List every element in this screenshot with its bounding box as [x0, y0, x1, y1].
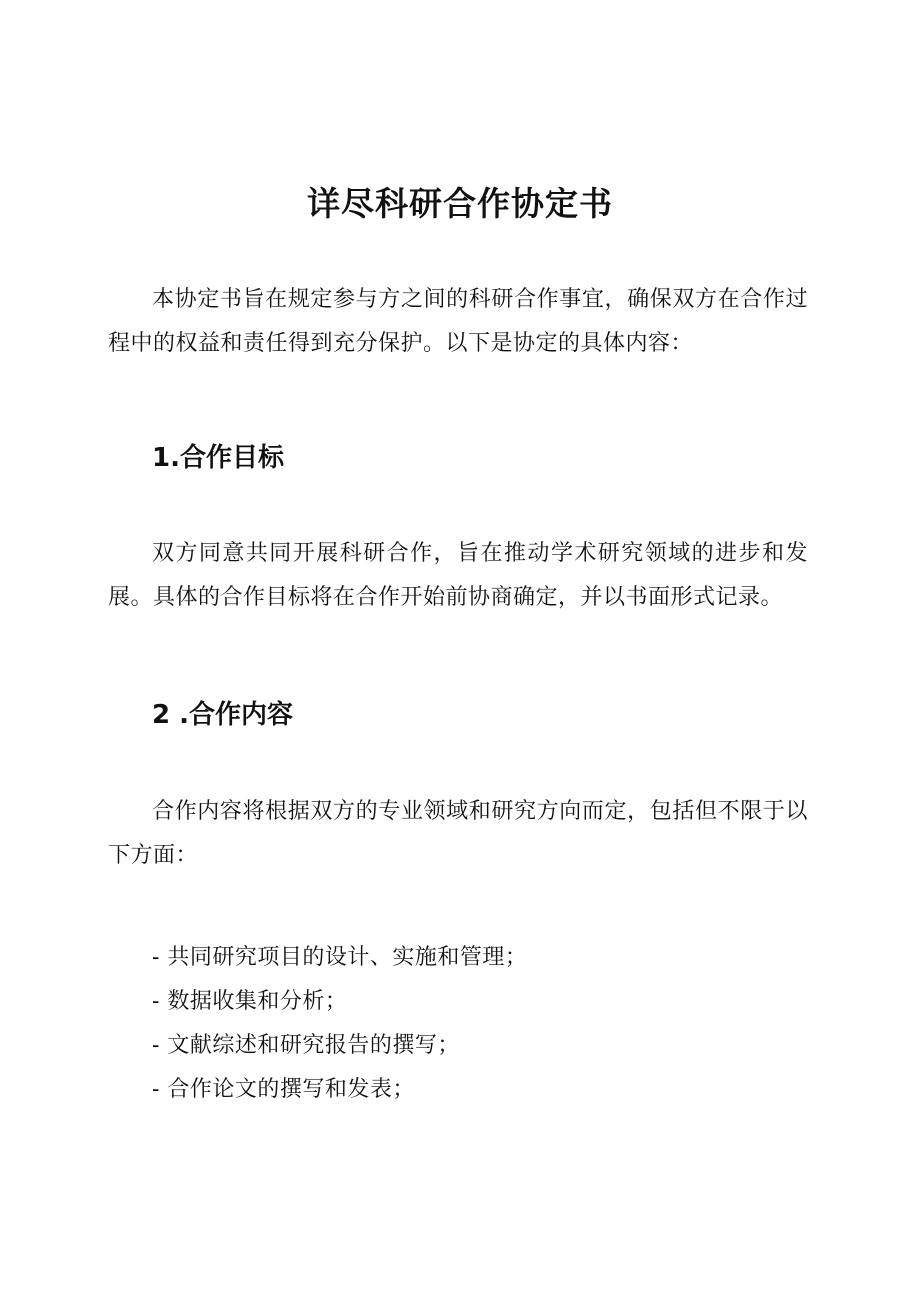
- list-item: - 合作论文的撰写和发表；: [152, 1077, 415, 1102]
- list-item: - 共同研究项目的设计、实施和管理；: [152, 945, 528, 970]
- document-title: 详尽科研合作协定书: [307, 184, 613, 223]
- content-bullet-list: [152, 936, 527, 1112]
- section-heading-goals: 1.合作目标: [152, 443, 284, 473]
- section-body-content: 合作内容将根据双方的专业领域和研究方向而定，包括但不限于以下方面：: [108, 799, 808, 868]
- list-item: - 数据收集和分析；: [152, 989, 348, 1014]
- section-heading-content: 2 .合作内容: [152, 700, 294, 730]
- section-body-goals: 双方同意共同开展科研合作，旨在推动学术研究领域的进步和发展。具体的合作目标将在合作开始前协商确定，并以书面形式记录。: [108, 541, 808, 610]
- intro-paragraph: 本协定书旨在规定参与方之间的科研合作事宜，确保双方在合作过程中的权益和责任得到充分保护。以下是协定的具体内容：: [108, 287, 808, 356]
- list-item: - 文献综述和研究报告的撰写；: [152, 1033, 460, 1058]
